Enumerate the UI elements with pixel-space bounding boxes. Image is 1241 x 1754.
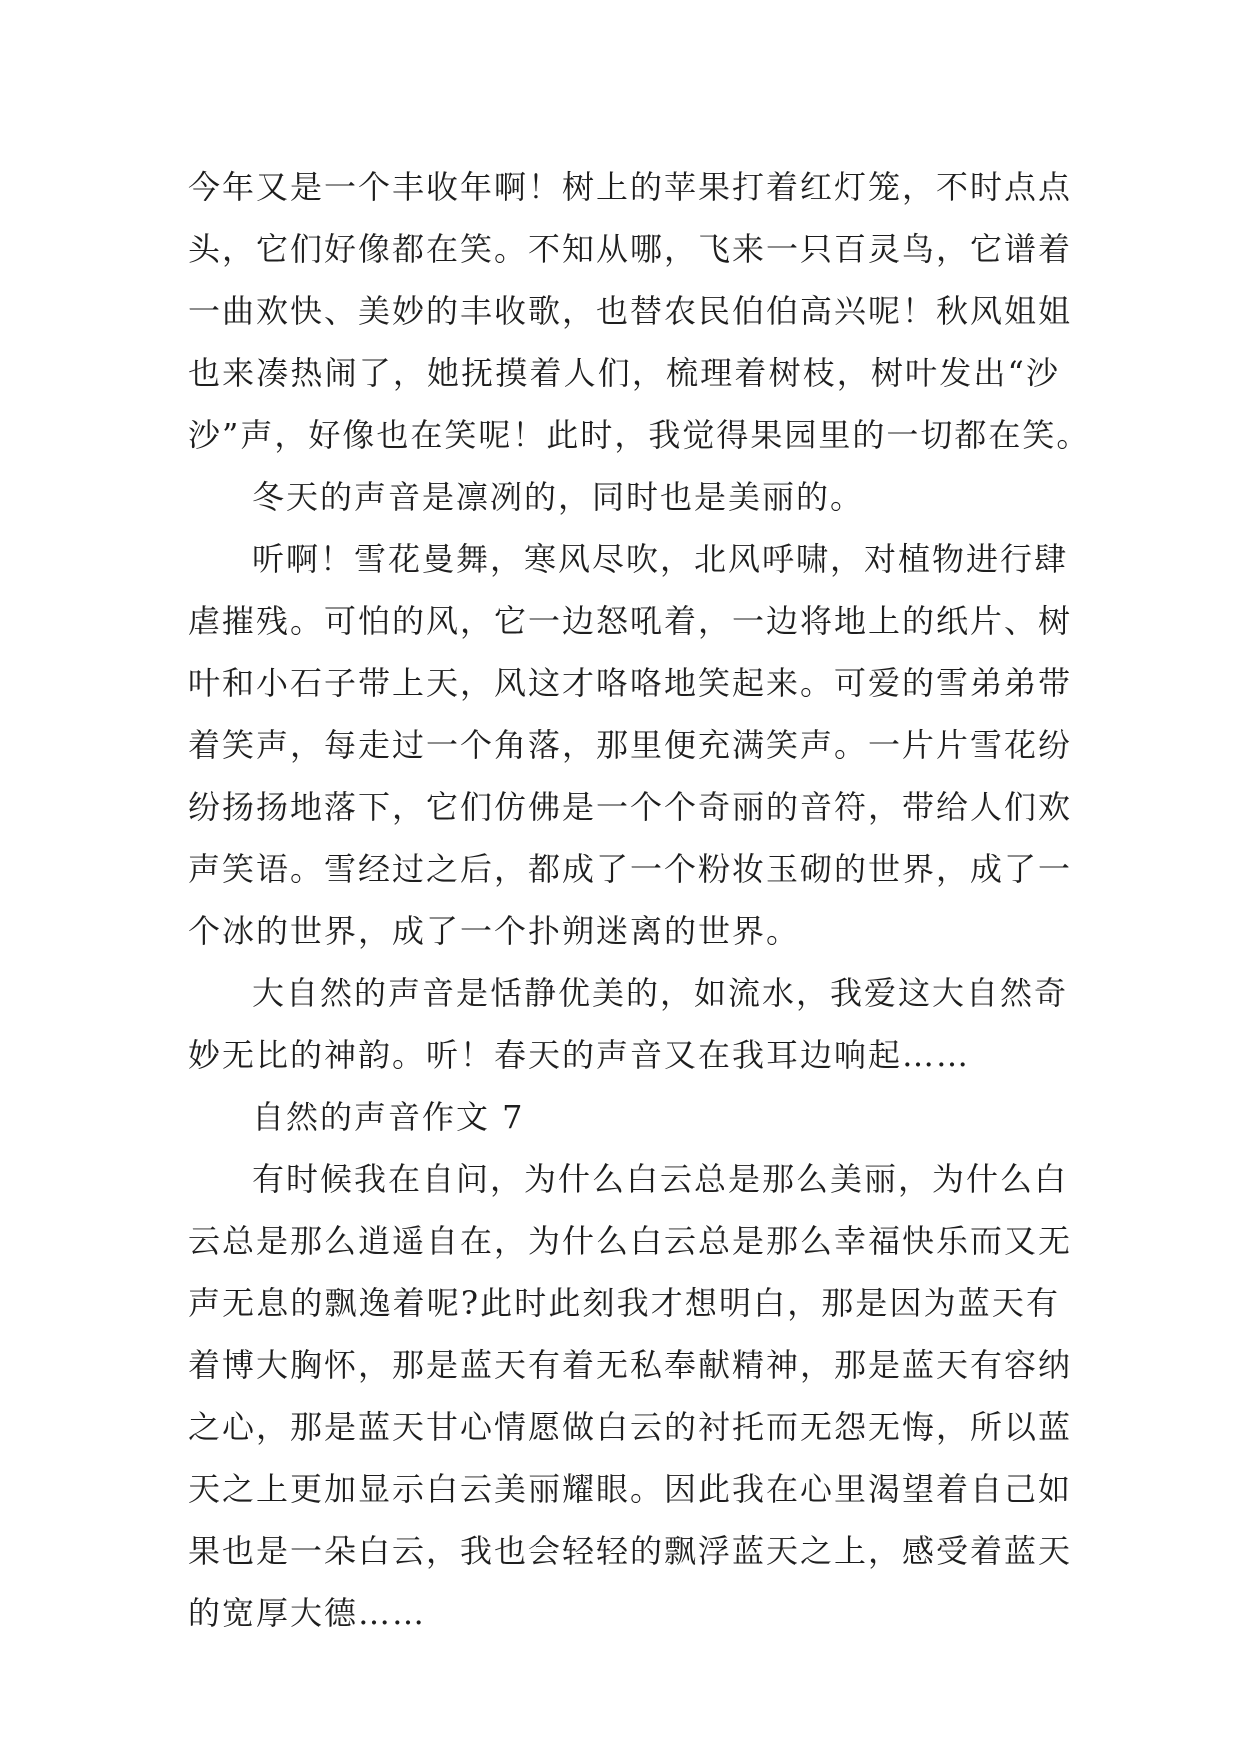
text-line: 有时候我在自问，为什么白云总是那么美丽，为什么白 (252, 1160, 1069, 1198)
text-line: 声笑语。雪经过之后，都成了一个粉妆玉砌的世界，成了一 (188, 850, 1073, 888)
text-line: 今年又是一个丰收年啊！树上的苹果打着红灯笼，不时点点 (188, 168, 1073, 206)
text-line: 虐摧残。可怕的风，它一边怒吼着，一边将地上的纸片、树 (188, 602, 1073, 640)
paragraph (188, 466, 1060, 528)
paragraph (188, 962, 1069, 1086)
text-line: 天之上更加显示白云美丽耀眼。因此我在心里渴望着自己如 (188, 1470, 1073, 1508)
text-line: 声无息的飘逸着呢?此时此刻我才想明白，那是因为蓝天有 (188, 1284, 1060, 1322)
text-line: 着笑声，每走过一个角落，那里便充满笑声。一片片雪花纷 (188, 726, 1073, 764)
paragraph (188, 156, 1091, 466)
text-line: 果也是一朵白云，我也会轻轻的飘浮蓝天之上，感受着蓝天 (188, 1532, 1073, 1570)
text-line: 的宽厚大德…… (188, 1594, 427, 1632)
paragraph (188, 1086, 1060, 1148)
text-line: 妙无比的神韵。听！春天的声音又在我耳边响起…… (188, 1036, 971, 1074)
text-line: 沙”声，好像也在笑呢！此时，我觉得果园里的一切都在笑。 (188, 416, 1091, 454)
document-body (188, 156, 1091, 1644)
text-line: 云总是那么逍遥自在，为什么白云总是那么幸福快乐而又无 (188, 1222, 1073, 1260)
text-line: 着博大胸怀，那是蓝天有着无私奉献精神，那是蓝天有容纳 (188, 1346, 1073, 1384)
text-line: 大自然的声音是恬静优美的，如流水，我爱这大自然奇 (252, 974, 1069, 1012)
paragraph (188, 528, 1073, 962)
text-line: 冬天的声音是凛冽的，同时也是美丽的。 (252, 478, 865, 516)
text-line: 之心，那是蓝天甘心情愿做白云的衬托而无怨无悔，所以蓝 (188, 1408, 1073, 1446)
text-line: 头，它们好像都在笑。不知从哪，飞来一只百灵鸟，它谱着 (188, 230, 1073, 268)
text-line: 个冰的世界，成了一个扑朔迷离的世界。 (188, 912, 801, 950)
paragraph (188, 1148, 1073, 1644)
text-line: 纷扬扬地落下，它们仿佛是一个个奇丽的音符，带给人们欢 (188, 788, 1073, 826)
text-line: 叶和小石子带上天，风这才咯咯地笑起来。可爱的雪弟弟带 (188, 664, 1073, 702)
text-line: 也来凑热闹了，她抚摸着人们，梳理着树枝，树叶发出“沙 (188, 354, 1060, 392)
text-line: 自然的声音作文 7 (252, 1098, 525, 1136)
text-line: 听啊！雪花曼舞，寒风尽吹，北风呼啸，对植物进行肆 (252, 540, 1069, 578)
text-line: 一曲欢快、美妙的丰收歌，也替农民伯伯高兴呢！秋风姐姐 (188, 292, 1073, 330)
